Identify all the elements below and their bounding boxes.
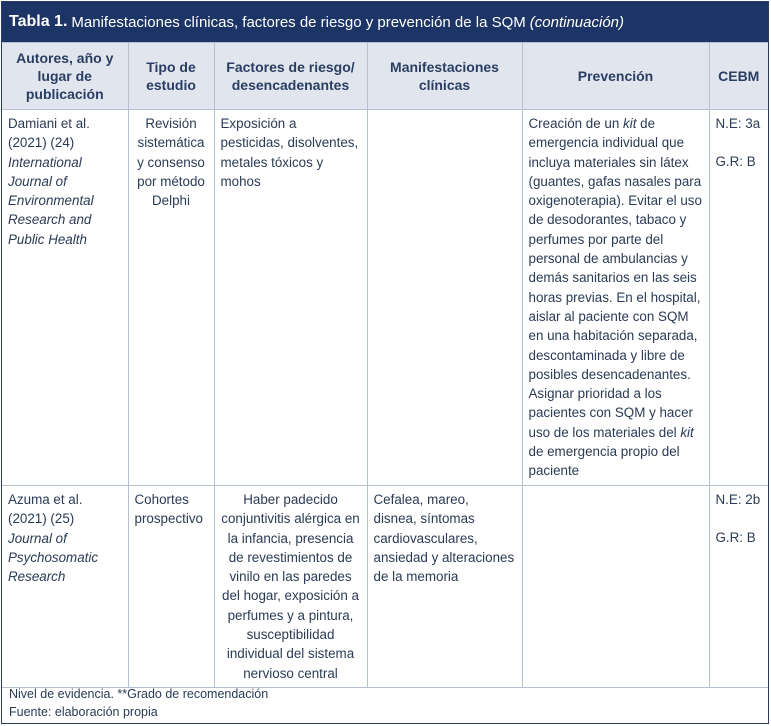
cell-study-type: Cohortes prospectivo xyxy=(128,486,214,688)
col-header-cebm: CEBM xyxy=(709,43,768,110)
footnote-evidence: Nivel de evidencia. **Grado de recomendación xyxy=(9,687,269,701)
footnote-source: Fuente: elaboración propia xyxy=(9,705,158,719)
table-footer xyxy=(9,685,268,721)
table-frame xyxy=(1,1,769,724)
cell-cebm xyxy=(709,486,768,688)
cell-prevention xyxy=(522,110,709,486)
cell-manifestations xyxy=(367,110,522,486)
journal-name: International Journal of Environmental Research and Public Health xyxy=(8,154,94,247)
col-header-study-type: Tipo de estudio xyxy=(128,43,214,110)
col-header-manifestations: Manifestaciones clínicas xyxy=(367,43,522,110)
table-row xyxy=(2,486,768,688)
table-row xyxy=(2,110,768,486)
table-title-text: Manifestaciones clínicas, factores de riesgo y prevención de la SQM xyxy=(71,13,526,31)
table-title-bar xyxy=(2,2,768,42)
prevention-kit-1: kit xyxy=(623,116,637,131)
cell-cebm xyxy=(709,110,768,486)
prevention-text-2: de emergencia individual que incluya materiales sin látex (guantes, gafas nasales para oxigenoterapia). Evitar el uso de desodorantes, tabaco y perfumes por parte del personal de ambulancias y demás sanitarios en las seis horas previas. En el hospital, aislar al paciente con SQM en una habitación separada, descontaminada y libre de posibles desencadenantes. Asignar prioridad a los pacientes con SQM y hacer uso de los materiales del xyxy=(528,116,702,440)
recommendation-grade: G.R: B xyxy=(715,530,756,546)
cell-study-type: Revisión sistemática y consenso por método Delphi xyxy=(128,110,214,486)
evidence-level: N.E: 3a xyxy=(715,116,761,131)
table-header-row xyxy=(2,43,768,110)
table-title-label: Tabla 1. xyxy=(9,13,68,30)
col-header-factors: Factores de riesgo/ desencadenantes xyxy=(214,43,367,110)
cell-prevention xyxy=(522,486,709,688)
cell-author xyxy=(2,486,128,688)
journal-name: Journal of Psychosomatic Research xyxy=(8,530,99,585)
author-name: Azuma et al. (2021) (25) xyxy=(8,492,83,527)
prevention-text-1: Creación de un xyxy=(528,116,624,131)
evidence-table xyxy=(2,42,768,688)
prevention-kit-2: kit xyxy=(680,424,694,440)
recommendation-grade: G.R: B xyxy=(715,154,756,170)
col-header-prevention: Prevención xyxy=(522,43,709,110)
cell-factors: Exposición a pesticidas, disolventes, metales tóxicos y mohos xyxy=(214,110,367,486)
col-header-authors: Autores, año y lugar de publicación xyxy=(2,43,128,110)
prevention-text-3: de emergencia propio del paciente xyxy=(528,444,680,479)
table-title-continuation: (continuación) xyxy=(529,13,624,31)
evidence-level: N.E: 2b xyxy=(715,492,761,507)
author-name: Damiani et al. (2021) (24) xyxy=(8,116,90,151)
cell-factors: Haber padecido conjuntivitis alérgica en la infancia, presencia de revestimientos de vinilo en las paredes del hogar, exposición a perfumes y a pintura, susceptibilidad individual del sistema nervioso central xyxy=(214,486,367,688)
cell-manifestations: Cefalea, mareo, disnea, síntomas cardiovasculares, ansiedad y alteraciones de la memoria xyxy=(367,486,522,688)
cell-author xyxy=(2,110,128,486)
